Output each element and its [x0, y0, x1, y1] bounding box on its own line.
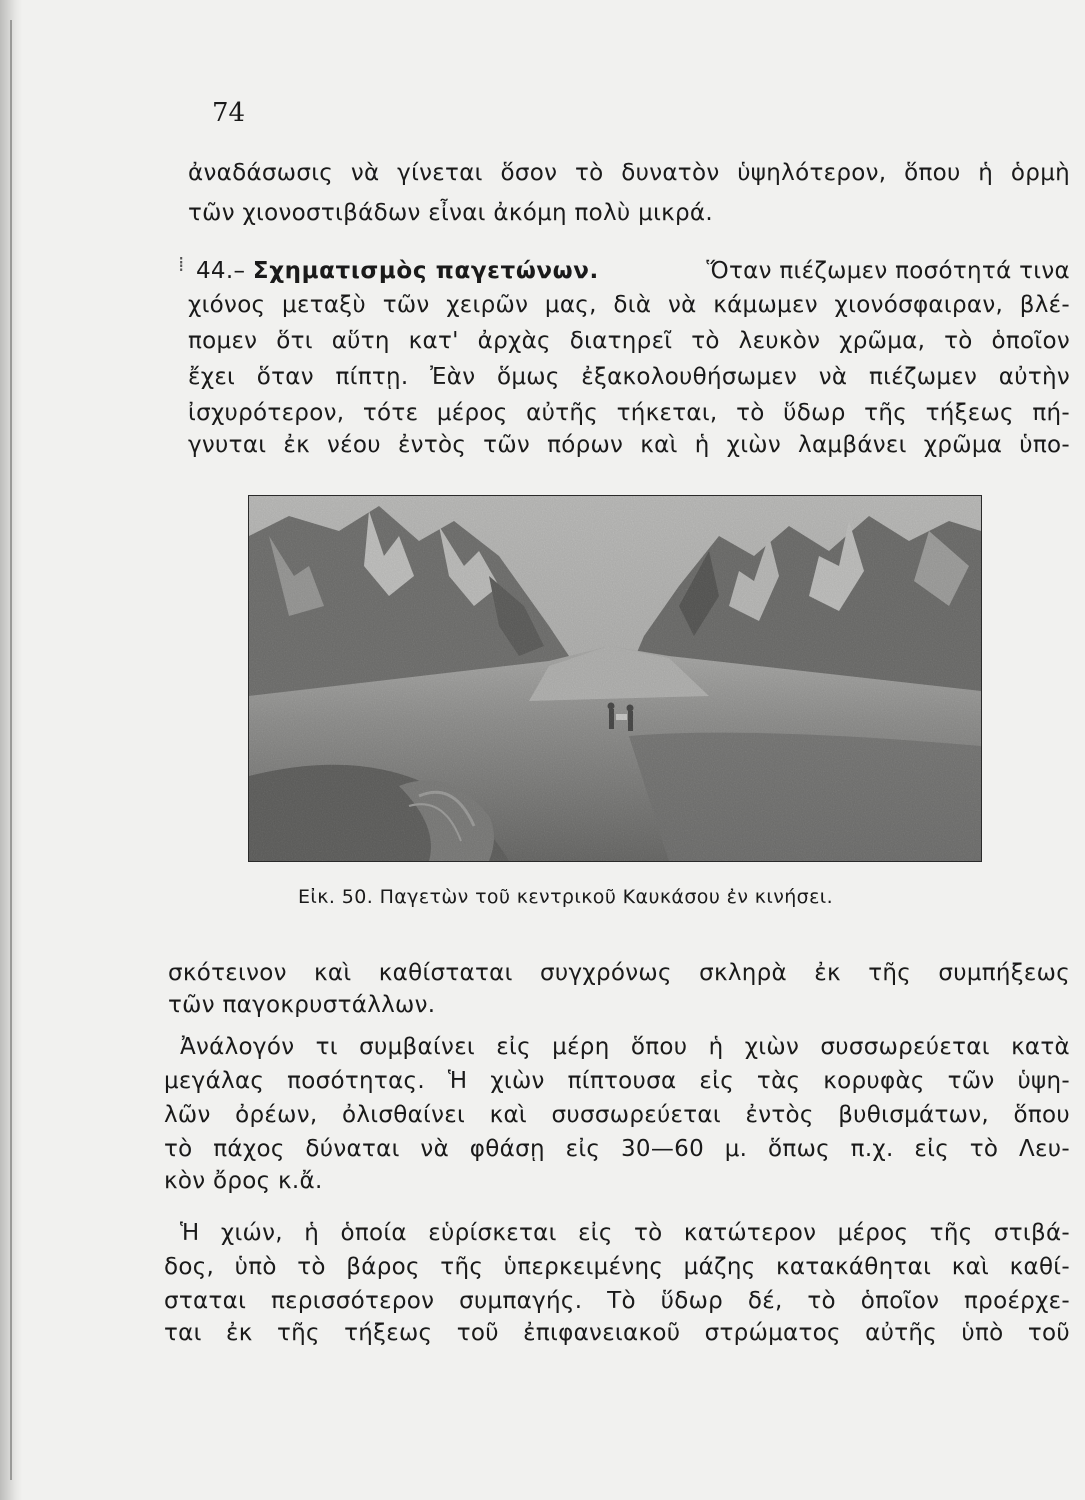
text-line: λῶν ὀρέων, ὀλισθαίνει καὶ συσσωρεύεται ἐντὸς βυθισμάτων, ὅπου — [164, 1102, 1070, 1128]
figure-caption: Εἰκ. 50. Παγετὼν τοῦ κεντρικοῦ Καυκάσου ἐν κινήσει. — [298, 886, 834, 908]
text-line: σκότεινον καὶ καθίσταται συγχρόνως σκληρὰ ἐκ τῆς συμπήξεως — [168, 960, 1070, 986]
section-first-line-text: Ὅταν πιέζωμεν ποσότητά τινα — [706, 258, 1070, 284]
glacier-photograph — [248, 495, 982, 862]
text-line: τῶν χιονοστιβάδων εἶναι ἀκόμη πολὺ μικρά. — [188, 200, 713, 226]
text-line: ἰσχυρότερον, τότε μέρος αὐτῆς τήκεται, τὸ ὕδωρ τῆς τήξεως πή- — [188, 400, 1070, 426]
margin-mark: ⁞ — [178, 252, 185, 276]
text-line: χιόνος μεταξὺ τῶν χειρῶν μας, διὰ νὰ κάμωμεν χιονόσφαιραν, βλέ- — [188, 292, 1070, 318]
binding-line — [10, 20, 12, 1480]
text-line: δος, ὑπὸ τὸ βάρος τῆς ὑπερκειμένης μάζης κατακάθηται καὶ καθί- — [164, 1254, 1070, 1280]
text-line: γνυται ἐκ νέου ἐντὸς τῶν πόρων καὶ ἡ χιὼν λαμβάνει χρῶμα ὑπο- — [188, 432, 1070, 458]
glacier-photo-drawing — [249, 496, 981, 861]
text-line: ἔχει ὅταν πίπτῃ. Ἐὰν ὅμως ἐξακολουθήσωμεν νὰ πιέζωμεν αὐτὴν — [188, 364, 1070, 390]
section-heading: Σχηματισμὸς παγετώνων. — [252, 258, 599, 284]
text-line: κὸν ὄρος κ.ἄ. — [164, 1168, 323, 1194]
text-line: ἀναδάσωσις νὰ γίνεται ὅσον τὸ δυνατὸν ὑψηλότερον, ὅπου ἡ ὁρμὴ — [188, 160, 1070, 186]
text-line: ται ἐκ τῆς τήξεως τοῦ ἐπιφανειακοῦ στρώματος αὐτῆς ὑπὸ τοῦ — [164, 1320, 1070, 1346]
section-number: 44.– — [196, 258, 246, 284]
text-line: σταται περισσότερον συμπαγής. Τὸ ὕδωρ δέ, τὸ ὁποῖον προέρχε- — [164, 1288, 1070, 1314]
text-line: Ἡ χιών, ἡ ὁποία εὑρίσκεται εἰς τὸ κατώτερον μέρος τῆς στιβά- — [180, 1220, 1070, 1246]
text-line: τῶν παγοκρυστάλλων. — [168, 992, 436, 1018]
text-line: Ἀνάλογόν τι συμβαίνει εἰς μέρη ὅπου ἡ χιὼν συσσωρεύεται κατὰ — [180, 1034, 1070, 1060]
page-number: 74 — [212, 98, 246, 128]
text-line: μεγάλας ποσότητας. Ἡ χιὼν πίπτουσα εἰς τὰς κορυφὰς τῶν ὑψη- — [164, 1068, 1070, 1094]
text-line: πομεν ὅτι αὕτη κατ' ἀρχὰς διατηρεῖ τὸ λευκὸν χρῶμα, τὸ ὁποῖον — [188, 328, 1070, 354]
text-line: τὸ πάχος δύναται νὰ φθάσῃ εἰς 30—60 μ. ὅπως π.χ. εἰς τὸ Λευ- — [164, 1136, 1070, 1162]
section-heading-line — [196, 256, 1070, 286]
